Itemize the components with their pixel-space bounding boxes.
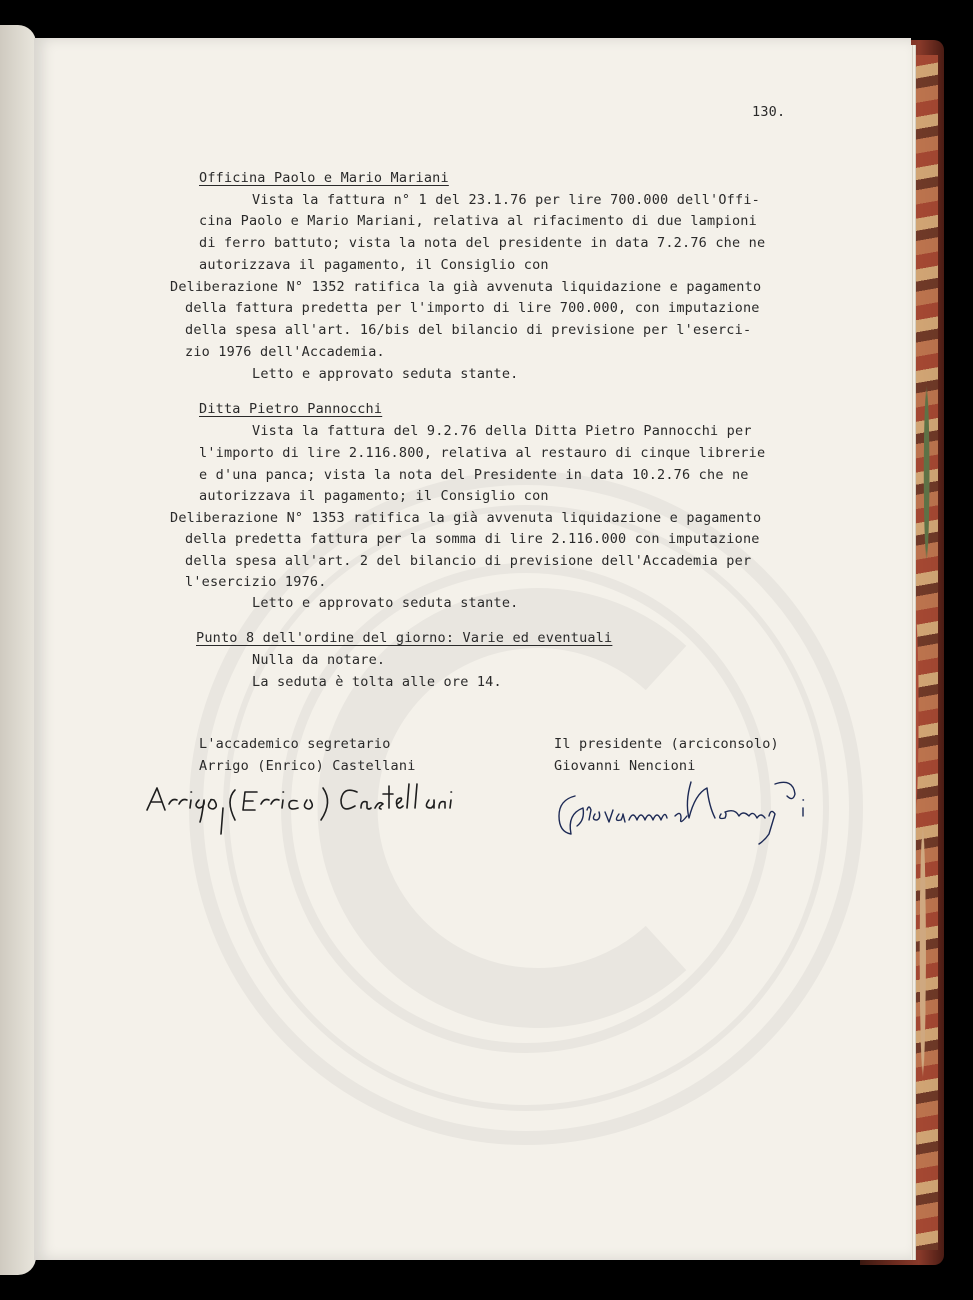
left-page-edge (0, 25, 36, 1275)
page-number: 130. (752, 104, 786, 120)
body-line: Vista la fattura del 9.2.76 della Ditta Pietro Pannocchi per (252, 423, 752, 439)
secretary-name: Arrigo (Enrico) Castellani (199, 758, 416, 774)
body-line: autorizzava il pagamento, il Consiglio con (199, 257, 549, 273)
section-heading: Ditta Pietro Pannocchi (199, 401, 383, 417)
body-line: Nulla da notare. (252, 652, 386, 668)
president-title: Il presidente (arciconsolo) (554, 736, 779, 752)
body-line: La seduta è tolta alle ore 14. (252, 674, 502, 690)
document-page (34, 38, 911, 1260)
section-heading: Officina Paolo e Mario Mariani (199, 170, 449, 186)
body-line: cina Paolo e Mario Mariani, relativa al rifacimento di due lampioni (199, 213, 757, 229)
body-line: Deliberazione N° 1353 ratifica la già avvenuta liquidazione e pagamento (170, 510, 762, 526)
body-line: Deliberazione N° 1352 ratifica la già avvenuta liquidazione e pagamento (170, 279, 762, 295)
president-name: Giovanni Nencioni (554, 758, 696, 774)
body-line: zio 1976 dell'Accademia. (185, 344, 385, 360)
body-line: di ferro battuto; vista la nota del presidente in data 7.2.76 che ne (199, 235, 766, 251)
body-line: e d'una panca; vista la nota del Presidente in data 10.2.76 che ne (199, 467, 749, 483)
body-line: Letto e approvato seduta stante. (252, 366, 519, 382)
body-line: autorizzava il pagamento; il Consiglio con (199, 488, 549, 504)
president-handwritten-signature (549, 750, 819, 850)
body-line: della fattura predetta per l'importo di lire 700.000, con imputazione (185, 300, 760, 316)
body-line: della spesa all'art. 16/bis del bilancio di previsione per l'eserci- (185, 322, 752, 338)
body-line: Vista la fattura n° 1 del 23.1.76 per lire 700.000 dell'Offi- (252, 192, 760, 208)
body-line: della predetta fattura per la somma di lire 2.116.000 con imputazione (185, 531, 760, 547)
secretary-title: L'accademico segretario (199, 736, 391, 752)
secretary-handwritten-signature (139, 778, 459, 858)
body-line: Letto e approvato seduta stante. (252, 595, 519, 611)
body-line: l'importo di lire 2.116.800, relativa al restauro di cinque librerie (199, 445, 766, 461)
body-line: della spesa all'art. 2 del bilancio di previsione dell'Accademia per (185, 553, 752, 569)
body-line: l'esercizio 1976. (185, 574, 327, 590)
section-heading: Punto 8 dell'ordine del giorno: Varie ed eventuali (196, 630, 613, 646)
